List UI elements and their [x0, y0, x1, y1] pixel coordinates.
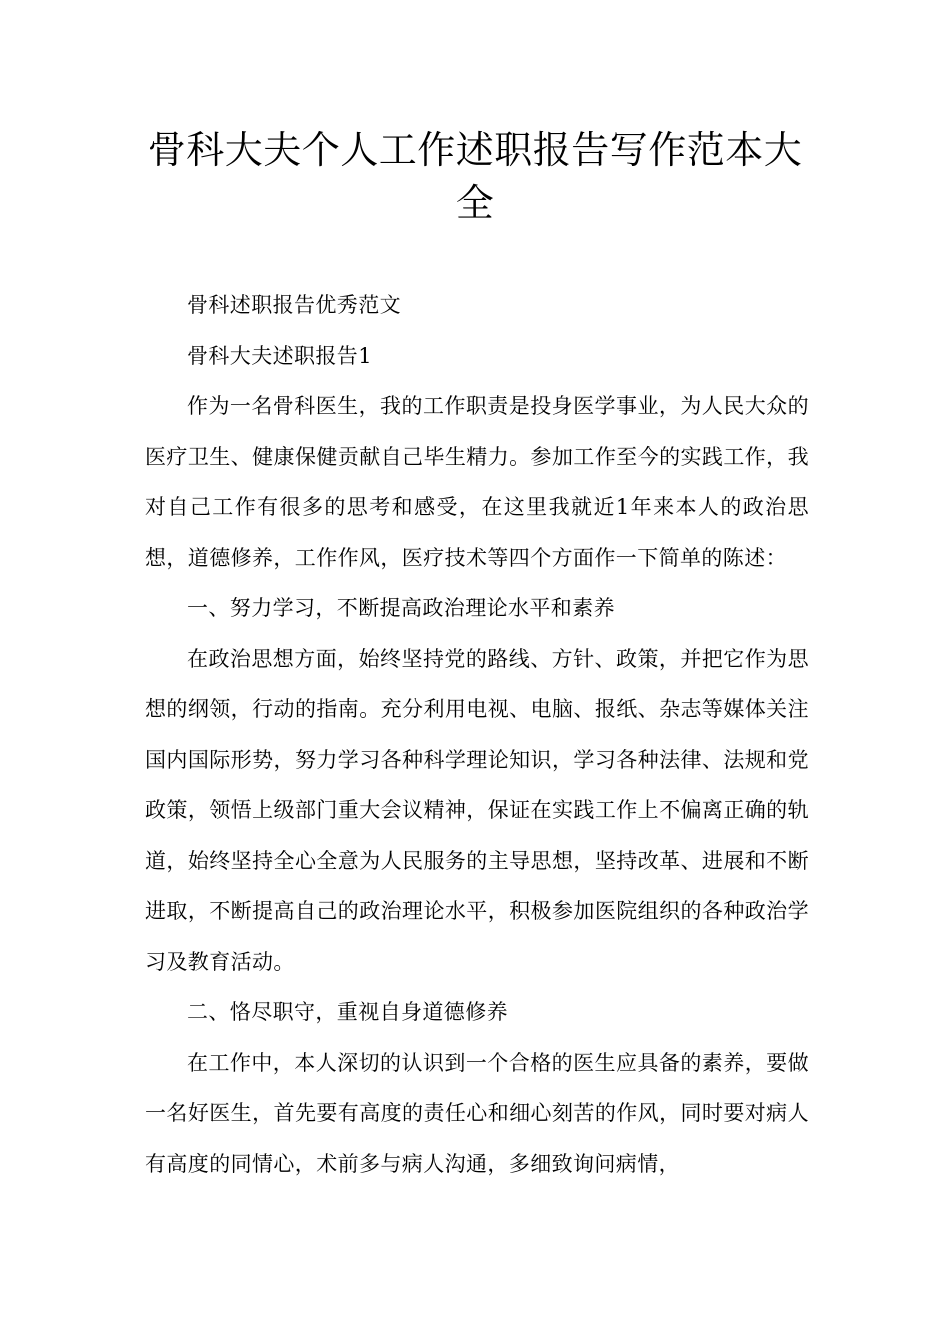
- section-heading: 二、恪尽职守，重视自身道德修养: [187, 1000, 508, 1024]
- subtitle-paragraph: 骨科述职报告优秀范文: [187, 293, 401, 317]
- body-paragraph: 在政治思想方面，始终坚持党的路线、方针、政策，并把它作为思想的纲领，行动的指南。充分利用电视、电脑、报纸、杂志等媒体关注国内国际形势，努力学习各种科学理论知识，学习各种法律、法规和党政策，领悟上级部门重大会议精神，保证在实践工作上不偏离正确的轨道，始终坚持全心全意为人民服务的主导思想，坚持改革、进展和不断进取，不断提高自己的政治理论水平，积极参加医院组织的各种政治学习及教育活动。: [145, 646, 809, 974]
- document-title: 骨科大夫个人工作述职报告写作范本大全: [147, 128, 803, 225]
- body-paragraph: 作为一名骨科医生，我的工作职责是投身医学事业，为人民大众的医疗卫生、健康保健贡献自己毕生精力。参加工作至今的实践工作，我对自己工作有很多的思考和感受，在这里我就近1年来本人的政治思想，道德修养，工作作风，医疗技术等四个方面作一下简单的陈述：: [145, 394, 809, 570]
- document-body: [145, 280, 809, 1189]
- report-heading: 骨科大夫述职报告1: [187, 343, 372, 368]
- section-heading: 一、努力学习，不断提高政治理论水平和素养: [187, 596, 615, 620]
- body-paragraph: 在工作中，本人深切的认识到一个合格的医生应具备的素养，要做一名好医生，首先要有高度的责任心和细心刻苦的作风，同时要对病人有高度的同情心，术前多与病人沟通，多细致询问病情，: [145, 1050, 809, 1176]
